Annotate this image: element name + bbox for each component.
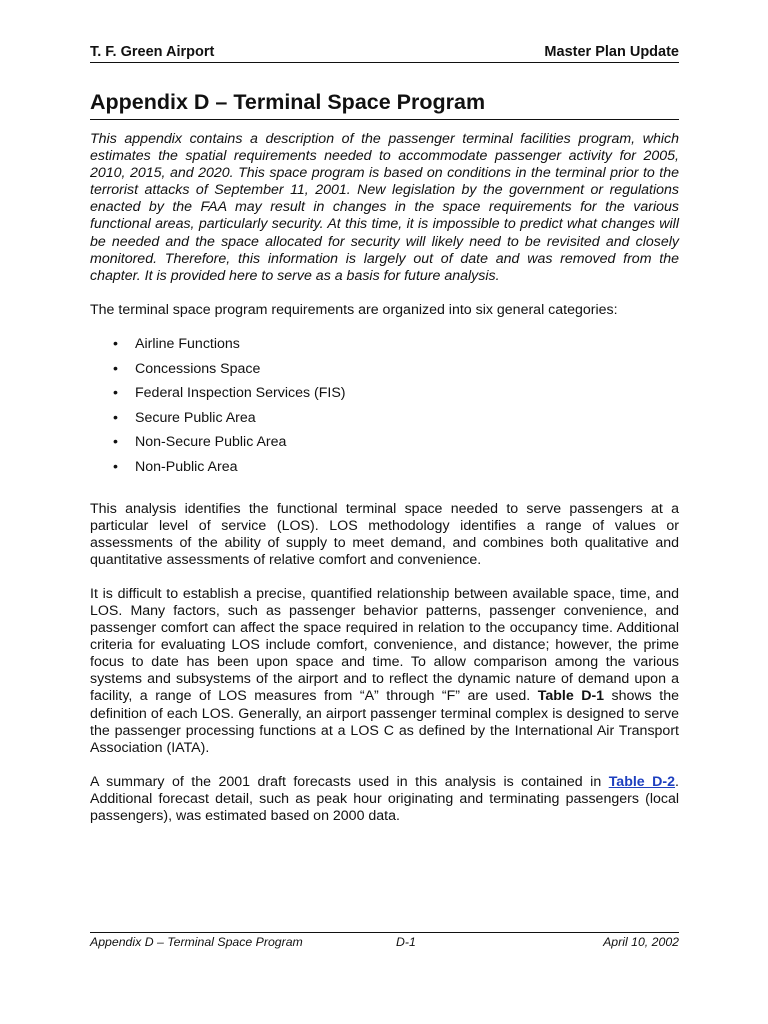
bullet-icon: • [113, 434, 118, 451]
page-title: Appendix D – Terminal Space Program [90, 90, 679, 120]
footer-section-title: Appendix D – Terminal Space Program [90, 935, 303, 949]
list-item-label: Secure Public Area [135, 409, 256, 426]
difficulty-text-start: It is difficult to establish a precise, quantified relationship between available space, time, and LOS. Many factors, such as passenger behavior patterns, passenger convenience, and passenger comfort can affect the space required in relation to the occupancy time. Additional criteria for evaluating LOS include comfort, convenience, and distance; however, the prime focus to date has been upon space and time. To allow comparison among the various systems and subsystems of the airport and to reflect the dynamic nature of demand upon a facility, a range of LOS measures from “A” through “F” are used. [90, 585, 679, 705]
document-body [90, 131, 679, 842]
categories-intro-paragraph: The terminal space program requirements are organized into six general categories: [90, 301, 618, 318]
list-item-label: Airline Functions [135, 335, 240, 352]
bullet-icon: • [113, 385, 118, 402]
page-header [90, 44, 679, 63]
summary-text-end: . Additional forecast detail, such as peak hour originating and terminating passengers (local passengers), was estimated based on 2000 data. [90, 773, 679, 824]
summary-text-start: A summary of the 2001 draft forecasts used in this analysis is contained in [90, 773, 609, 790]
bullet-icon: • [113, 458, 118, 475]
bullet-icon: • [113, 409, 118, 426]
list-item-label: Federal Inspection Services (FIS) [135, 385, 346, 402]
footer-date: April 10, 2002 [603, 935, 679, 949]
bullet-icon: • [113, 360, 118, 377]
summary-paragraph [90, 774, 679, 825]
list-item [90, 410, 679, 435]
list-item-label: Concessions Space [135, 360, 261, 377]
difficulty-text-end: shows the definition of each LOS. Generally, an airport passenger terminal complex is designed to serve the passenger processing functions at a LOS C as defined by the International Air Transport Association (IATA). [90, 688, 679, 756]
header-document-name: Master Plan Update [544, 44, 679, 60]
list-item [90, 459, 679, 484]
bullet-icon: • [113, 335, 118, 352]
list-item [90, 361, 679, 386]
footer-page-number: D-1 [396, 935, 416, 949]
page-footer [90, 932, 679, 949]
list-item-label: Non-Secure Public Area [135, 434, 287, 451]
list-item-label: Non-Public Area [135, 458, 238, 475]
document-page [90, 0, 679, 1024]
categories-list [90, 336, 679, 484]
los-paragraph: This analysis identifies the functional terminal space needed to serve passengers at a particular level of service (LOS). LOS methodology identifies a range of values or assessments of the ability of supply to meet demand, and combines both qualitative and quantitative assessments of relative comfort and convenience. [90, 500, 679, 568]
table-d1-reference: Table D-1 [537, 688, 605, 705]
list-item [90, 336, 679, 361]
table-d2-link[interactable]: Table D-2 [608, 773, 676, 790]
list-item [90, 434, 679, 459]
intro-paragraph: This appendix contains a description of the passenger terminal facilities program, which estimates the spatial requirements needed to accommodate passenger activity for 2005, 2010, 2015, and 2020. This space program is based on conditions in the terminal prior to the terrorist attacks of September 11, 2001. New legislation by the government or regulations enacted by the FAA may result in changes in the space requirements for the various functional areas, particularly security. At this time, it is impossible to predict what changes will be needed and the space allocated for security will likely need to be revisited and closely monitored. Therefore, this information is largely out of date and was removed from the chapter. It is provided here to serve as a basis for future analysis. [90, 131, 679, 284]
list-item [90, 385, 679, 410]
difficulty-paragraph [90, 586, 679, 757]
header-airport-name: T. F. Green Airport [90, 44, 215, 60]
